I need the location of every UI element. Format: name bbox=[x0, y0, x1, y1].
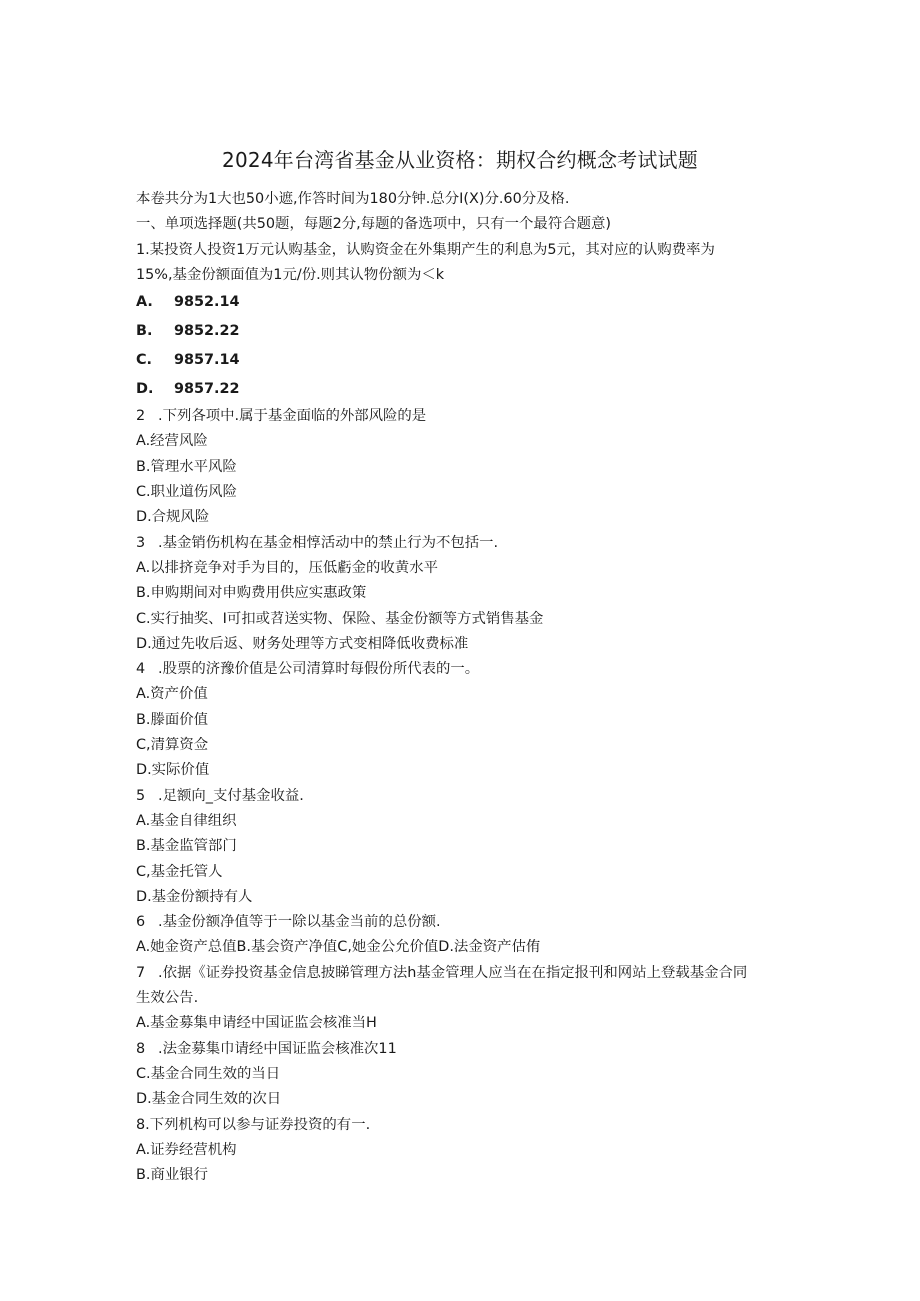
question-1-line-1: 1.某投资人投资1万元认购基金，认购资金在外集期产生的利息为5元，其对应的认购费率为 bbox=[136, 241, 715, 258]
question-number: 8 bbox=[136, 1040, 146, 1057]
question-6-options: A.她金资产总值B.基会资产净值C,她金公允价值D.法金资产估侑 bbox=[136, 939, 541, 956]
question-number: 5 bbox=[136, 787, 146, 804]
question-number: 4 bbox=[136, 661, 146, 678]
option-letter: B. bbox=[136, 323, 153, 340]
question-8b-option-a: A.证券经营机构 bbox=[136, 1141, 237, 1158]
question-4-option-a: A.资产价值 bbox=[136, 686, 208, 703]
question-text: .股票的济豫价值是公司清算时每假份所代表的一。 bbox=[158, 661, 480, 678]
question-7-option-a: A.基金募集申请经中国证监会核准当H bbox=[136, 1015, 377, 1032]
question-7-stem bbox=[136, 961, 796, 986]
question-3-option-c: C.实行抽奖、I可扣或苕送实物、保险、基金份额等方式销售基金 bbox=[136, 610, 544, 627]
option-letter: A. bbox=[136, 294, 153, 311]
question-5-option-c: C,基金托管人 bbox=[136, 863, 223, 880]
question-2-option-d: D.合规风险 bbox=[136, 509, 210, 526]
question-5-option-d: D.基金份额持有人 bbox=[136, 888, 253, 905]
question-number: 7 bbox=[136, 964, 146, 981]
option-text: 9852.22 bbox=[174, 323, 240, 340]
question-6-stem bbox=[136, 910, 796, 935]
question-2-option-a: A.经营风险 bbox=[136, 433, 208, 450]
question-text: .法金募集巾请经中国证监会核准次11 bbox=[158, 1040, 397, 1057]
question-5-option-a: A.基金自律组织 bbox=[136, 812, 237, 829]
question-text: .基金份额净值等于一除以基金当前的总份额. bbox=[158, 914, 441, 931]
question-1-option-c bbox=[136, 346, 796, 375]
question-5-option-b: B.基金监管部门 bbox=[136, 838, 237, 855]
question-8b-stem: 8.下列机构可以参与证券投资的有一. bbox=[136, 1116, 371, 1133]
section-heading: 一、单项选择题(共50题，每题2分,每题的备选项中，只有一个最符合题意) bbox=[136, 216, 611, 233]
question-2-stem bbox=[136, 404, 796, 429]
question-8-option-c: C.基金合同生效的当日 bbox=[136, 1065, 281, 1082]
question-2-option-b: B.管理水平风险 bbox=[136, 458, 237, 475]
question-4-option-c: C,清算资佥 bbox=[136, 737, 209, 754]
question-4-stem bbox=[136, 657, 796, 682]
question-8-stem bbox=[136, 1037, 796, 1062]
question-1-option-a bbox=[136, 288, 796, 317]
question-5-stem bbox=[136, 784, 796, 809]
question-number: 2 bbox=[136, 408, 146, 425]
option-text: 9852.14 bbox=[174, 294, 240, 311]
question-2-option-c: C.职业道伤风险 bbox=[136, 484, 237, 501]
question-number: 3 bbox=[136, 534, 146, 551]
question-text: .下列各项中.属于基金面临的外部风险的是 bbox=[158, 408, 427, 425]
option-letter: D. bbox=[136, 381, 154, 398]
question-7-stem-continued: 生效公告. bbox=[136, 990, 199, 1007]
question-text: .足额向_支付基金收益. bbox=[158, 787, 304, 804]
question-3-option-b: B.申购期间对申购费用供应实惠政策 bbox=[136, 585, 367, 602]
question-4-option-b: B.滕面价值 bbox=[136, 711, 209, 728]
option-letter: C. bbox=[136, 352, 153, 369]
question-3-stem bbox=[136, 531, 796, 556]
question-8-option-d: D.基金合同生效的次日 bbox=[136, 1091, 282, 1108]
question-1-option-b bbox=[136, 317, 796, 346]
question-3-option-d: D.通过先收后返、财务处理等方式变相降低收费标准 bbox=[136, 635, 469, 652]
question-1-line-2: 15%,基金份额面值为1元/份.则其认物份额为＜k bbox=[136, 266, 445, 283]
option-text: 9857.22 bbox=[174, 381, 240, 398]
question-text: .基金销伤机构在基金相惇活动中的禁止行为不包括一. bbox=[158, 534, 499, 551]
question-4-option-d: D.实际价值 bbox=[136, 762, 210, 779]
intro-text: 本卷共分为1大也50小遮,作答时间为180分钟.总分I(X)分.60分及格. bbox=[136, 191, 570, 207]
document-title: 2024年台湾省基金从业资格：期权合约概念考试试题 bbox=[222, 148, 698, 172]
document-body bbox=[136, 187, 796, 1188]
question-text: .依据《证券投资基金信息披睇管理方法h基金管理人应当在在指定报刊和网站上登载基金合同 bbox=[158, 964, 748, 981]
question-number: 6 bbox=[136, 914, 146, 931]
question-8b-option-b: B.商业银行 bbox=[136, 1167, 209, 1184]
question-3-option-a: A.以排挤竞争对手为目的，压低虧金的收黄水平 bbox=[136, 559, 438, 576]
option-text: 9857.14 bbox=[174, 352, 240, 369]
question-1-option-d bbox=[136, 375, 796, 404]
